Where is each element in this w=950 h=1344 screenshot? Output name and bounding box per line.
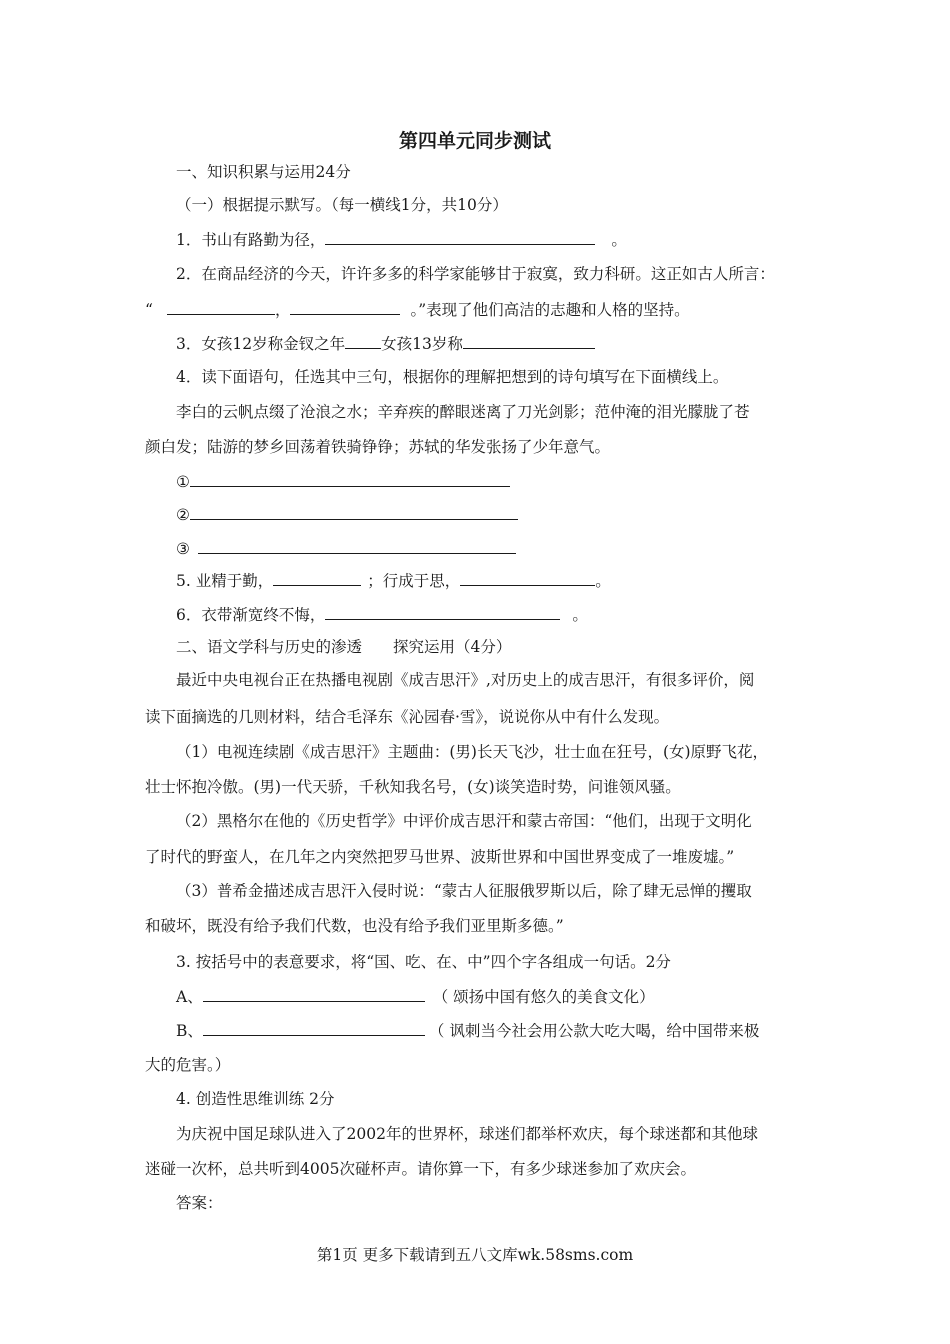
question-4-text-line2: 迷碰一次杯，总共听到4005次碰杯声。请你算一下，有多少球迷参加了欢庆会。 xyxy=(145,1160,696,1178)
page-title: 第四单元同步测试 xyxy=(398,130,551,152)
q5-answer-blank-1[interactable] xyxy=(273,569,361,586)
q2-open-quote: “ xyxy=(145,301,153,319)
q2-answer-blank-2[interactable] xyxy=(290,298,400,315)
q3-part2: 女孩13岁称 xyxy=(381,335,463,353)
answer-line-3 xyxy=(176,537,516,560)
option-b-requirement-line2: 大的危害。） xyxy=(145,1056,231,1074)
option-a-label: A、 xyxy=(176,988,203,1006)
material-3-line1: （3）普希金描述成吉思汗入侵时说：“蒙古人征服俄罗斯以后，除了肆无忌惮的攫取 xyxy=(176,882,752,900)
q6-prefix: 6．衣带渐宽终不悔， xyxy=(176,606,326,624)
question-4-instruction: 4．读下面语句，任选其中三句，根据你的理解把想到的诗句填写在下面横线上。 xyxy=(176,368,729,386)
question-4-paragraph-line1: 李白的云帆点缀了沧浪之水；辛弃疾的醉眼迷离了刀光剑影；范仲淹的泪光朦胧了苍 xyxy=(176,403,750,421)
question-3 xyxy=(176,332,595,355)
question-4-paragraph-line2: 颜白发；陆游的梦乡回荡着铁骑铮铮；苏轼的华发张扬了少年意气。 xyxy=(145,438,611,456)
answer-blank-1[interactable] xyxy=(190,470,510,487)
section2-heading: 二、语文学科与历史的渗透 探究运用（4分） xyxy=(176,638,512,656)
question-5 xyxy=(176,569,611,592)
q3-answer-blank-1[interactable] xyxy=(345,332,381,349)
material-3-line2: 和破坏，既没有给予我们代数，也没有给予我们亚里斯多德。” xyxy=(145,917,564,935)
q2-answer-blank-1[interactable] xyxy=(167,298,275,315)
option-b-answer-blank[interactable] xyxy=(203,1019,425,1036)
material-2-line2: 了时代的野蛮人，在几年之内突然把罗马世界、波斯世界和中国世界变成了一堆废墟。” xyxy=(145,848,735,866)
section2-intro-line2: 读下面摘选的几则材料，结合毛泽东《沁园春·雪》，说说你从中有什么发现。 xyxy=(145,708,670,726)
q5-answer-blank-2[interactable] xyxy=(460,569,595,586)
q1-prefix: 1．书山有路勤为径， xyxy=(176,231,326,249)
question-2-line2 xyxy=(145,298,690,321)
q6-suffix: 。 xyxy=(572,606,588,624)
option-b-requirement: （ 讽刺当今社会用公款大吃大喝，给中国带来极 xyxy=(428,1022,760,1040)
answer-blank-3[interactable] xyxy=(198,537,516,554)
q3-answer-blank-2[interactable] xyxy=(463,332,595,349)
section2-intro-line1: 最近中央电视台正在热播电视剧《成吉思汗》,对历史上的成吉思汗，有很多评价，阅 xyxy=(176,671,755,689)
q5-suffix: 。 xyxy=(595,572,611,590)
section1-subheading: （一）根据提示默写。（每一横线1分，共10分） xyxy=(176,196,508,214)
option-a xyxy=(176,985,655,1008)
circled-number-2: ② xyxy=(176,506,190,524)
section1-heading: 一、知识积累与运用24分 xyxy=(176,163,351,181)
question-3-sentences: 3. 按括号中的表意要求，将“国、吃、在、中”四个字各组成一句话。2分 xyxy=(176,953,671,971)
answer-label: 答案： xyxy=(176,1194,223,1212)
question-1 xyxy=(176,228,627,251)
option-a-answer-blank[interactable] xyxy=(203,985,425,1002)
circled-number-1: ① xyxy=(176,473,190,491)
material-2-line1: （2）黑格尔在他的《历史哲学》中评价成吉思汗和蒙古帝国：“他们，出现于文明化 xyxy=(176,812,752,830)
q2-suffix: 。”表现了他们高洁的志趣和人格的坚持。 xyxy=(410,301,690,319)
q3-part1: 3．女孩12岁称金钗之年 xyxy=(176,335,346,353)
option-b-label: B、 xyxy=(176,1022,203,1040)
page-footer: 第1页 更多下载请到五八文库wk.58sms.com xyxy=(316,1246,634,1264)
q1-answer-blank[interactable] xyxy=(325,228,595,245)
material-1-line2: 壮士怀抱冷傲。(男)一代天骄，千秋知我名号，(女)谈笑造时势，问谁领风骚。 xyxy=(145,778,681,796)
question-2-line1: 2．在商品经济的今天，许许多多的科学家能够甘于寂寞，致力科研。这正如古人所言： xyxy=(176,265,775,283)
circled-number-3: ③ xyxy=(176,540,190,558)
q2-comma: ， xyxy=(274,301,291,319)
option-a-requirement: （ 颂扬中国有悠久的美食文化） xyxy=(432,988,655,1006)
question-6 xyxy=(176,603,588,626)
q5-prefix: 5. 业精于勤， xyxy=(176,572,274,590)
question-4-creative: 4. 创造性思维训练 2分 xyxy=(176,1090,335,1108)
material-1-line1: （1）电视连续剧《成吉思汗》主题曲：(男)长天飞沙，壮士血在狂号，(女)原野飞花， xyxy=(176,743,769,761)
answer-line-1 xyxy=(176,470,510,493)
option-b xyxy=(176,1019,759,1042)
answer-line-2 xyxy=(176,503,518,526)
q6-answer-blank[interactable] xyxy=(325,603,560,620)
q1-suffix: 。 xyxy=(611,231,627,249)
answer-blank-2[interactable] xyxy=(190,503,518,520)
q5-mid: ；行成于思， xyxy=(367,572,461,590)
question-4-text-line1: 为庆祝中国足球队进入了2002年的世界杯，球迷们都举杯欢庆，每个球迷都和其他球 xyxy=(176,1125,758,1143)
